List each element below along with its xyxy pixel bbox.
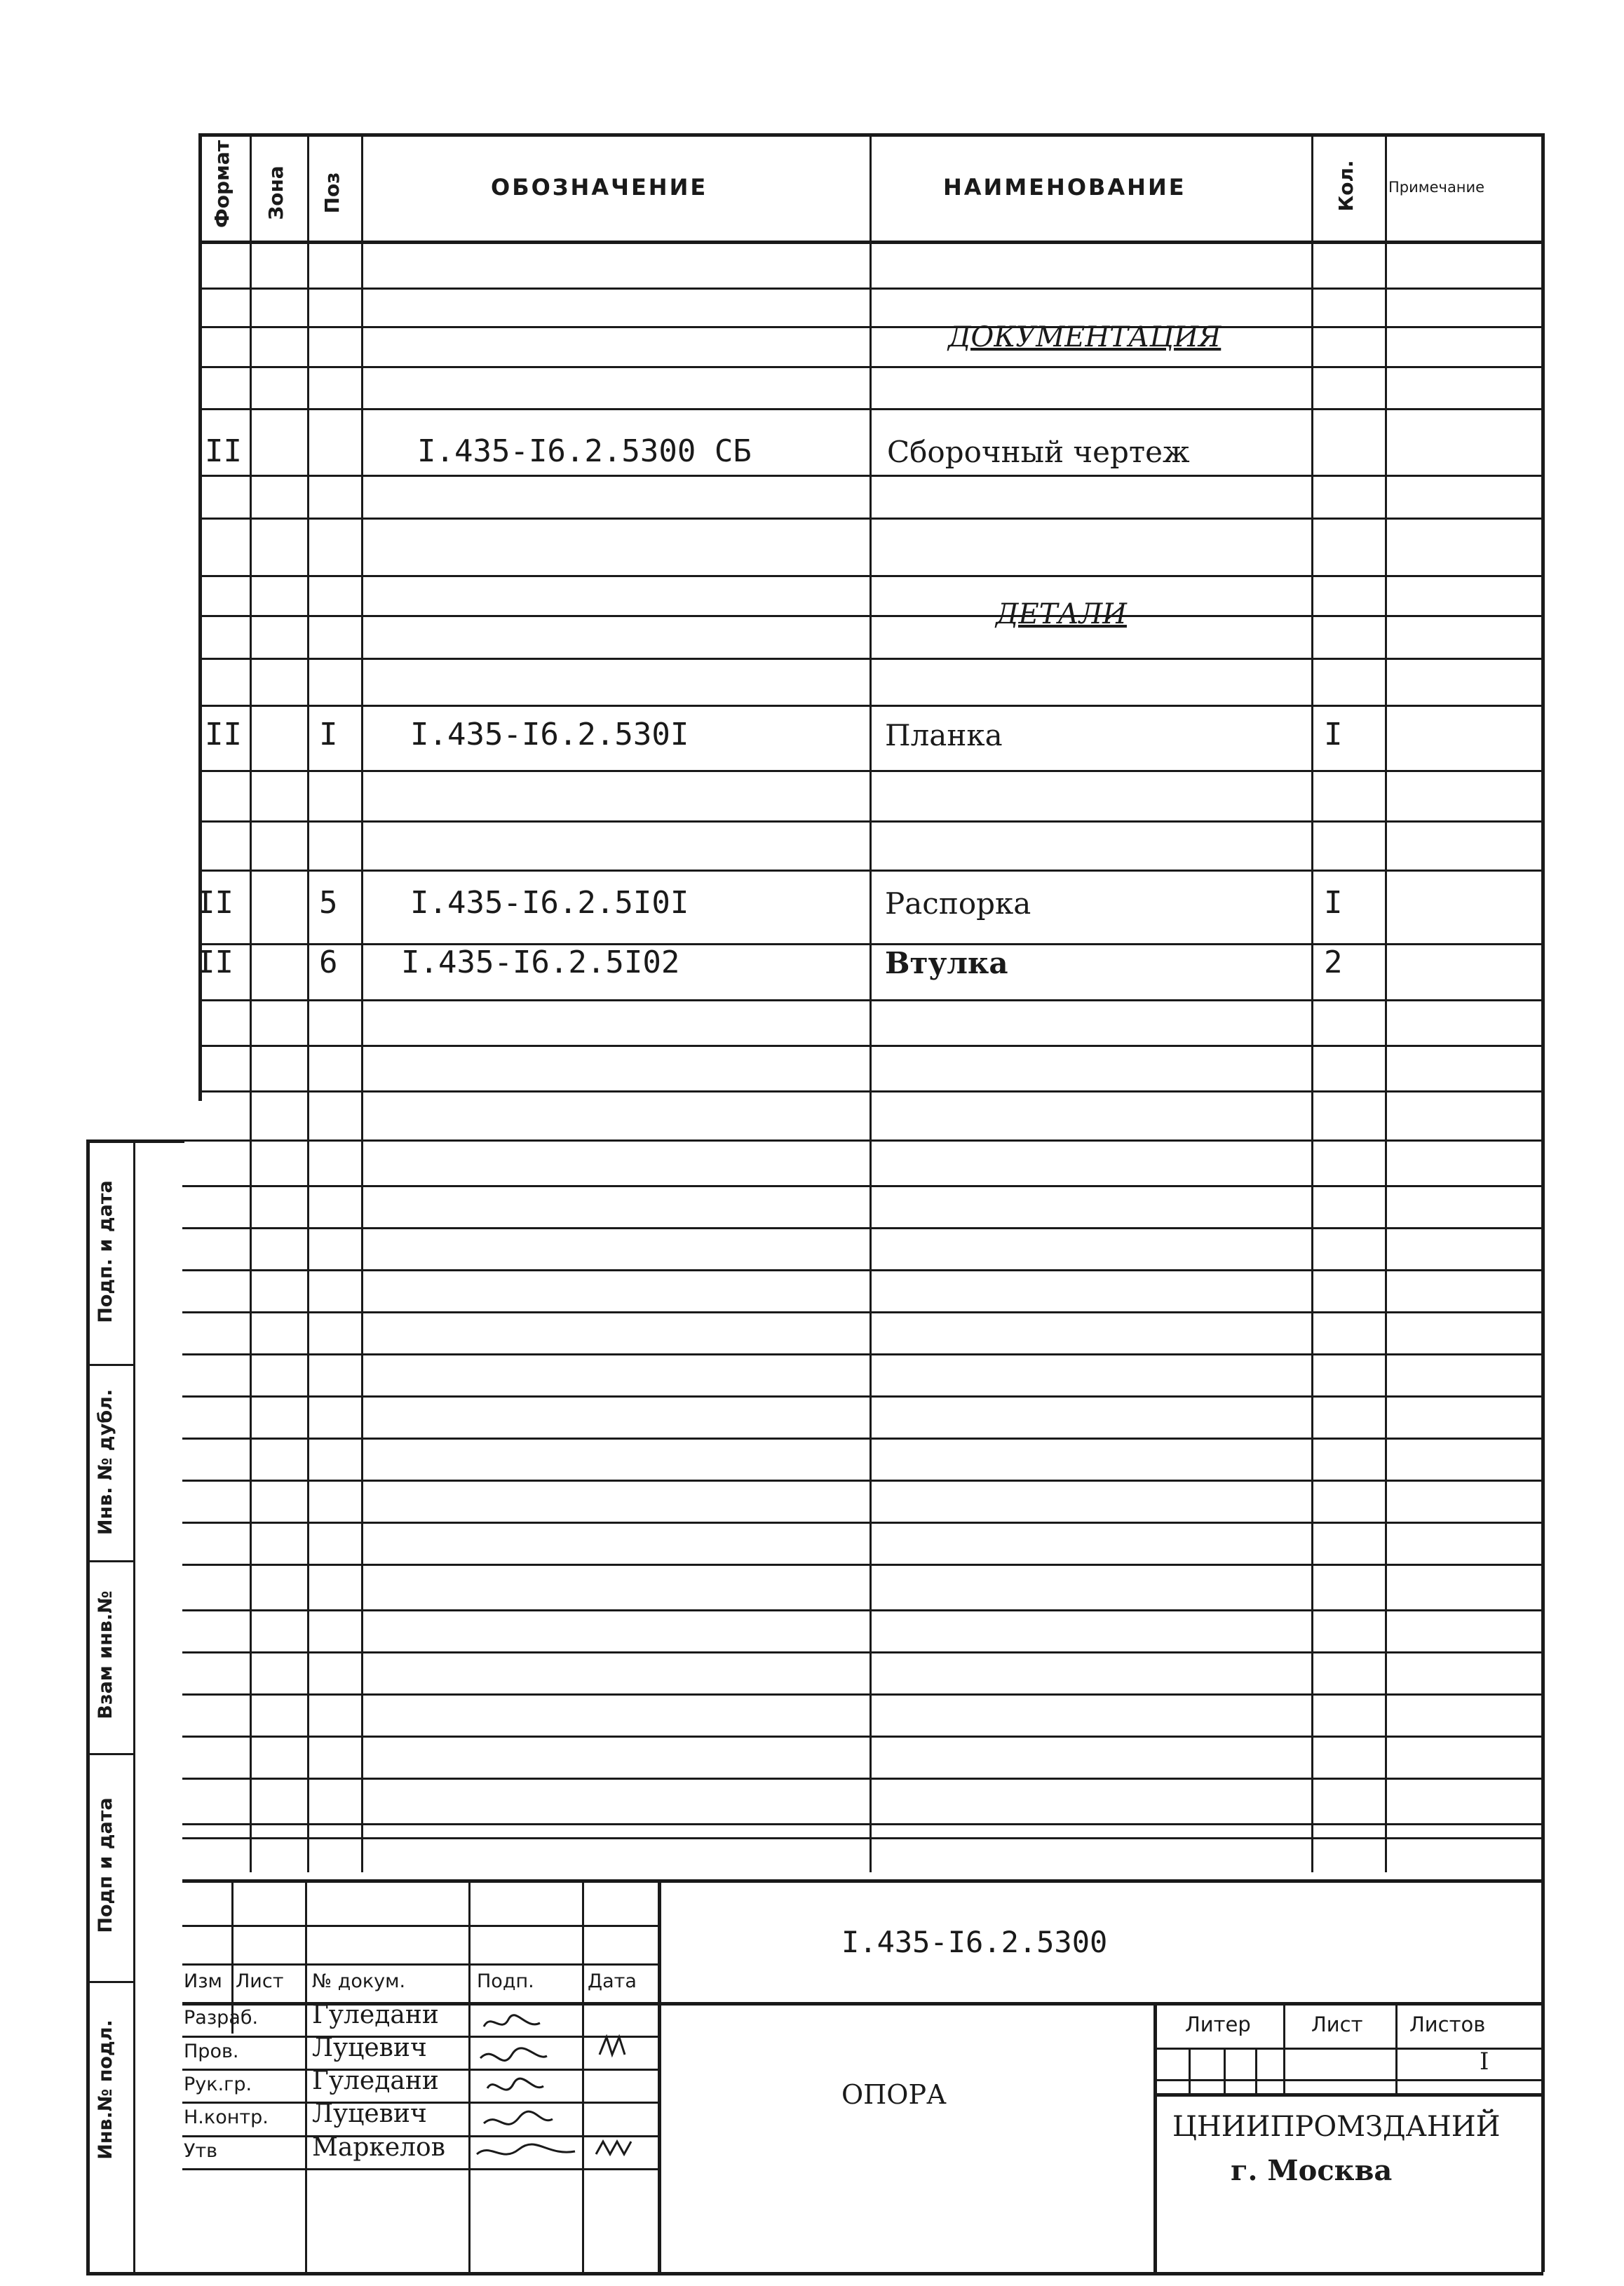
row-pos: 5	[319, 885, 338, 921]
side-label-podp-data-2: Подп и дата	[95, 1797, 116, 1933]
row-designation: I.435-I6.2.5I0I	[410, 885, 689, 921]
header-qty: Кол.	[1334, 160, 1358, 212]
row-name: Сборочный чертеж	[887, 435, 1190, 469]
header-note: Примечание	[1388, 179, 1485, 196]
role-person: Маркелов	[312, 2133, 445, 2162]
title-block-org: ЦНИИПРОМЗДАНИЙ	[1172, 2111, 1501, 2143]
row-qty: I	[1324, 885, 1343, 921]
role-label: Рук.гр.	[184, 2074, 252, 2095]
title-block-col-izm: Изм	[184, 1970, 222, 1992]
signature-marks	[470, 2006, 659, 2174]
title-block-title: ОПОРА	[841, 2079, 947, 2110]
title-block-col-list: Лист	[236, 1970, 284, 1992]
side-label-vzam-inv: Взам инв.№	[95, 1590, 116, 1719]
row-name: Распорка	[885, 886, 1031, 921]
side-label-inv-dubl: Инв. № дубл.	[95, 1388, 116, 1536]
header-name: НАИМЕНОВАНИЕ	[943, 174, 1186, 201]
row-pos: 6	[319, 945, 338, 980]
row-format: II	[196, 885, 234, 921]
row-name: Планка	[885, 718, 1003, 752]
row-name: Втулка	[885, 946, 1008, 980]
role-label: Утв	[184, 2140, 218, 2162]
role-label: Пров.	[184, 2041, 239, 2062]
side-label-podp-data: Подп. и дата	[95, 1180, 116, 1323]
title-block-doc-number: I.435-I6.2.5300	[841, 1925, 1108, 1959]
role-label: Разраб.	[184, 2007, 259, 2029]
role-person: Луцевич	[312, 2099, 427, 2128]
row-pos: I	[319, 717, 338, 752]
row-qty: 2	[1324, 945, 1343, 980]
header-format: Формат	[210, 140, 234, 228]
role-label: Н.контр.	[184, 2106, 269, 2128]
section-documentation: ДОКУМЕНТАЦИЯ	[948, 321, 1222, 353]
title-block-col-podp: Подп.	[477, 1970, 534, 1992]
header-pos: Поз	[320, 172, 344, 214]
title-block-col-doc: № докум.	[312, 1970, 406, 1992]
row-designation: I.435-I6.2.5I02	[401, 945, 680, 980]
title-block-col-date: Дата	[588, 1970, 637, 1992]
role-person: Луцевич	[312, 2034, 427, 2062]
header-zone: Зона	[264, 165, 287, 220]
header-designation: ОБОЗНАЧЕНИЕ	[491, 174, 708, 201]
side-label-inv-podl: Инв.№ подл.	[95, 2020, 116, 2160]
row-format: II	[196, 945, 234, 980]
row-qty: I	[1324, 717, 1343, 752]
title-block-list: Лист	[1311, 2013, 1363, 2036]
section-details: ДЕТАЛИ	[996, 598, 1127, 630]
row-designation: I.435-I6.2.530I	[410, 717, 689, 752]
title-block-city: г. Москва	[1231, 2154, 1393, 2187]
title-block-listov-value: I	[1480, 2048, 1489, 2076]
title-block-liter: Литер	[1185, 2013, 1251, 2036]
title-block-listov: Листов	[1409, 2013, 1486, 2036]
row-format: II	[205, 433, 242, 469]
row-format: II	[205, 717, 242, 752]
role-person: Гуледани	[312, 2067, 439, 2095]
role-person: Гуледани	[312, 2001, 439, 2029]
row-designation: I.435-I6.2.5300 СБ	[417, 433, 752, 469]
